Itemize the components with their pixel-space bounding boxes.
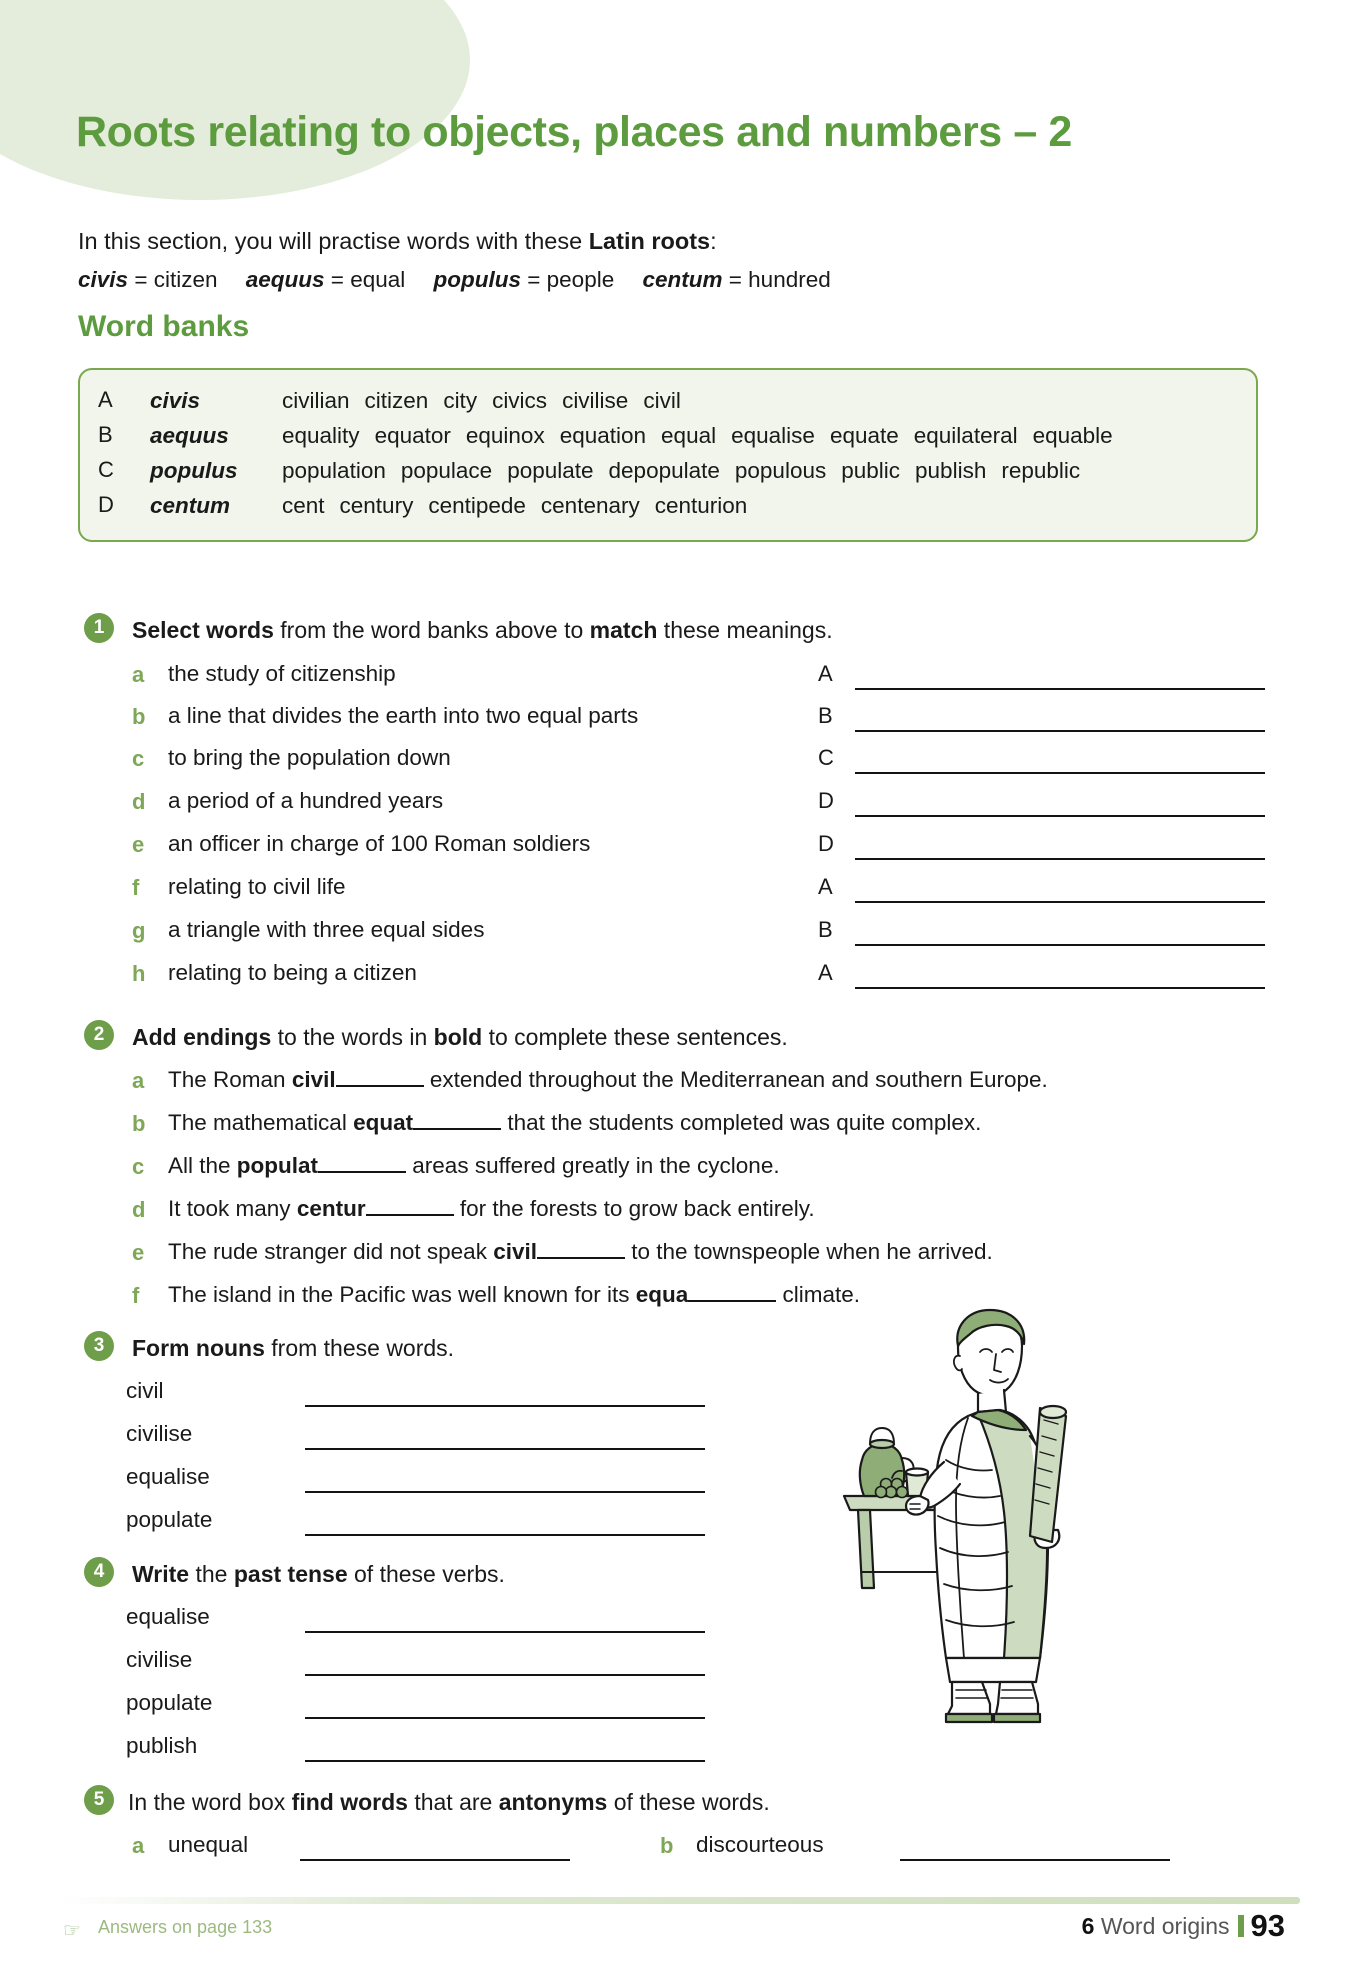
- word-bank-word: equator: [374, 423, 451, 449]
- bank-ref-1e: D: [818, 831, 834, 856]
- blank-2b[interactable]: [413, 1110, 501, 1130]
- root-populus-meaning: = people: [527, 267, 615, 292]
- item-letter-2d: d: [132, 1197, 146, 1222]
- word-bank-row-a: [98, 384, 1238, 417]
- word-bank-words-a: [282, 384, 1238, 417]
- word-bank-word: populace: [400, 458, 493, 484]
- exercise-5-head-p0: In the word box: [128, 1789, 292, 1815]
- word-bank-word: civics: [492, 388, 548, 413]
- exercise-3-heading: [132, 1335, 454, 1362]
- exercise-4-head-p0: Write: [132, 1561, 190, 1587]
- answer-line-4d[interactable]: [305, 1760, 705, 1762]
- word-bank-word: citizen: [364, 388, 429, 413]
- exercise-1-head-p2: match: [589, 617, 658, 643]
- word-bank-word: republic: [1001, 458, 1081, 484]
- word-bank-root: centum: [150, 493, 231, 519]
- word-label-4-populate: populate: [126, 1690, 213, 1715]
- item-letter-1h: h: [132, 961, 146, 986]
- pointing-hand-icon: ☞: [63, 1920, 81, 1942]
- word-bank-row-d: [98, 489, 1238, 522]
- item-letter-1g: g: [132, 918, 146, 943]
- word-bank-root: aequus: [150, 423, 229, 449]
- answer-line-1g[interactable]: [855, 944, 1265, 946]
- answer-line-5a[interactable]: [300, 1859, 570, 1861]
- bank-ref-1c: C: [818, 745, 834, 770]
- word-bank-root: civis: [150, 388, 201, 413]
- blank-2e[interactable]: [537, 1239, 625, 1259]
- footer-divider: [60, 1897, 1300, 1904]
- answer-line-1a[interactable]: [855, 688, 1265, 690]
- chapter-number: 6: [1081, 1913, 1095, 1939]
- word-bank-word: cent: [282, 493, 325, 519]
- item-text-5b: discourteous: [696, 1832, 824, 1857]
- intro-bold-latin-roots: Latin roots: [588, 228, 711, 254]
- bank-ref-1a: A: [818, 661, 833, 686]
- exercise-4-heading: [132, 1561, 505, 1588]
- exercise-1-number: 1: [84, 613, 114, 643]
- item-text-1a: the study of citizenship: [168, 661, 396, 686]
- exercise-4-head-p2: past tense: [233, 1561, 348, 1587]
- word-label-3-civil: civil: [126, 1378, 164, 1403]
- exercise-2-head-p1: to the words in: [271, 1024, 434, 1050]
- item-letter-2b: b: [132, 1111, 146, 1136]
- sentence-2b-before: The mathematical: [168, 1110, 354, 1135]
- word-bank-words-c: [282, 454, 1238, 487]
- answer-line-4c[interactable]: [305, 1717, 705, 1719]
- intro-prefix: In this section, you will practise words with these: [78, 228, 589, 254]
- sentence-2f-after: climate.: [776, 1282, 860, 1307]
- sentence-2d-before: It took many: [168, 1196, 297, 1221]
- root-populus: populus: [433, 267, 521, 292]
- word-bank-row-b: [98, 419, 1238, 452]
- answer-line-3d[interactable]: [305, 1534, 705, 1536]
- word-bank-word: city: [443, 388, 478, 413]
- item-letter-1e: e: [132, 832, 145, 857]
- word-bank-word: populous: [734, 458, 827, 484]
- item-letter-2a: a: [132, 1068, 145, 1093]
- exercise-3-number: 3: [84, 1331, 114, 1361]
- word-bank-word: equation: [559, 423, 647, 449]
- bank-ref-1b: B: [818, 703, 833, 728]
- answer-line-4a[interactable]: [305, 1631, 705, 1633]
- bank-ref-1g: B: [818, 917, 833, 942]
- blank-2d[interactable]: [366, 1196, 454, 1216]
- word-bank-word: century: [339, 493, 414, 519]
- word-bank-word: populate: [507, 458, 594, 484]
- item-text-2a: [168, 1067, 1048, 1093]
- latin-roots-line: [78, 267, 831, 293]
- stem-2a: civil: [291, 1067, 336, 1092]
- answer-line-3a[interactable]: [305, 1405, 705, 1407]
- word-bank-word: population: [282, 458, 386, 484]
- exercise-1-heading: [132, 617, 833, 644]
- footer-page-info: [1082, 1908, 1285, 1944]
- root-civis: civis: [78, 267, 129, 292]
- root-aequus: aequus: [245, 267, 325, 292]
- item-text-1e: an officer in charge of 100 Roman soldiers: [168, 831, 591, 856]
- word-bank-word: equality: [282, 423, 360, 449]
- exercise-1-head-p3: these meanings.: [657, 617, 833, 643]
- word-bank-root: populus: [150, 458, 238, 484]
- exercise-4-number: 4: [84, 1557, 114, 1587]
- item-letter-2e: e: [132, 1240, 145, 1265]
- sentence-2f-before: The island in the Pacific was well known for its: [168, 1282, 636, 1307]
- root-centum: centum: [642, 267, 723, 292]
- sentence-2d-after: for the forests to grow back entirely.: [453, 1196, 815, 1221]
- item-text-5a: unequal: [168, 1832, 249, 1857]
- word-bank-word: civilise: [562, 388, 629, 413]
- item-text-1f: relating to civil life: [168, 874, 346, 899]
- word-bank-word: equal: [661, 423, 717, 449]
- word-bank-box: [78, 368, 1258, 542]
- item-text-1b: a line that divides the earth into two equal parts: [168, 703, 639, 728]
- answer-line-1b[interactable]: [855, 730, 1265, 732]
- item-letter-2f: f: [132, 1283, 140, 1308]
- stem-2f: equa: [635, 1282, 689, 1307]
- word-bank-letter: B: [98, 422, 113, 448]
- blank-2f[interactable]: [688, 1282, 776, 1302]
- answer-line-1d[interactable]: [855, 815, 1265, 817]
- word-bank-row-c: [98, 454, 1238, 487]
- word-bank-word: public: [841, 458, 901, 484]
- item-letter-1d: d: [132, 789, 146, 814]
- sentence-2e-after: to the townspeople when he arrived.: [624, 1239, 993, 1264]
- exercise-1-head-p0: Select words: [132, 617, 274, 643]
- exercise-5-number: 5: [84, 1785, 114, 1815]
- sentence-2e-before: The rude stranger did not speak: [168, 1239, 494, 1264]
- word-bank-letter: C: [98, 457, 114, 483]
- blank-2c[interactable]: [318, 1153, 406, 1173]
- word-bank-word: centipede: [428, 493, 526, 519]
- word-bank-word: equalise: [731, 423, 815, 449]
- item-text-1c: to bring the population down: [168, 745, 451, 770]
- exercise-5-head-p4: of these words.: [607, 1789, 770, 1815]
- answer-line-1e[interactable]: [855, 858, 1265, 860]
- answer-line-1h[interactable]: [855, 987, 1265, 989]
- sentence-2c-after: areas suffered greatly in the cyclone.: [406, 1153, 780, 1178]
- intro-sentence: [78, 228, 717, 255]
- word-bank-word: centurion: [654, 493, 748, 519]
- exercise-4-head-p3: of these verbs.: [347, 1561, 505, 1587]
- item-letter-1a: a: [132, 662, 145, 687]
- bank-ref-1h: A: [818, 960, 833, 985]
- bank-ref-1d: D: [818, 788, 834, 813]
- word-label-4-publish: publish: [126, 1733, 198, 1758]
- exercise-5-heading: [128, 1789, 770, 1816]
- word-label-4-civilise: civilise: [126, 1647, 193, 1672]
- sentence-2c-before: All the: [168, 1153, 237, 1178]
- answer-line-1c[interactable]: [855, 772, 1265, 774]
- item-text-2d: [168, 1196, 815, 1222]
- exercise-5-head-p2: that are: [407, 1789, 499, 1815]
- blank-2a[interactable]: [336, 1067, 424, 1087]
- word-bank-word: civil: [643, 388, 681, 413]
- page-number: 93: [1250, 1908, 1285, 1943]
- item-letter-1b: b: [132, 704, 146, 729]
- stem-2c: populat: [236, 1153, 319, 1178]
- page-tick-mark: [1238, 1915, 1244, 1937]
- sentence-2a-after: extended throughout the Mediterranean and southern Europe.: [423, 1067, 1048, 1092]
- word-bank-word: publish: [915, 458, 987, 484]
- intro-suffix: :: [710, 228, 717, 254]
- item-text-2c: [168, 1153, 780, 1179]
- word-bank-word: civilian: [282, 388, 350, 413]
- exercise-2-head-p3: to complete these sentences.: [482, 1024, 788, 1050]
- root-aequus-meaning: = equal: [330, 267, 406, 292]
- item-text-2e: [168, 1239, 993, 1265]
- item-text-1g: a triangle with three equal sides: [168, 917, 485, 942]
- stem-2b: equat: [353, 1110, 414, 1135]
- word-bank-word: equate: [829, 423, 899, 449]
- answer-line-3c[interactable]: [305, 1491, 705, 1493]
- page-title: Roots relating to objects, places and numbers – 2: [76, 108, 1072, 156]
- answer-line-5b[interactable]: [900, 1859, 1170, 1861]
- exercise-5-head-p1: find words: [291, 1789, 408, 1815]
- word-label-3-equalise: equalise: [126, 1464, 210, 1489]
- word-bank-word: equilateral: [913, 423, 1018, 449]
- item-letter-2c: c: [132, 1154, 145, 1179]
- answer-line-3b[interactable]: [305, 1448, 705, 1450]
- word-bank-word: equable: [1032, 423, 1113, 449]
- item-letter-1c: c: [132, 746, 145, 771]
- word-bank-letter: A: [98, 387, 113, 412]
- word-label-3-populate: populate: [126, 1507, 213, 1532]
- exercise-2-head-p2: bold: [433, 1024, 483, 1050]
- exercise-2-number: 2: [84, 1020, 114, 1050]
- word-bank-word: centenary: [540, 493, 640, 519]
- exercise-3-head-p1: from these words.: [264, 1335, 455, 1361]
- bank-ref-1f: A: [818, 874, 833, 899]
- exercise-2-heading: [132, 1024, 788, 1051]
- section-name: Word origins: [1100, 1913, 1230, 1939]
- item-letter-5b: b: [660, 1833, 674, 1858]
- item-letter-5a: a: [132, 1833, 145, 1858]
- root-centum-meaning: = hundred: [728, 267, 831, 292]
- item-letter-1f: f: [132, 875, 140, 900]
- sentence-2a-before: The Roman: [168, 1067, 292, 1092]
- exercise-3-head-p0: Form nouns: [132, 1335, 265, 1361]
- item-text-1h: relating to being a citizen: [168, 960, 417, 985]
- root-civis-meaning: = citizen: [134, 267, 218, 292]
- roman-citizen-illustration: [840, 1290, 1090, 1750]
- answer-line-4b[interactable]: [305, 1674, 705, 1676]
- item-text-2b: [168, 1110, 981, 1136]
- word-label-4-equalise: equalise: [126, 1604, 210, 1629]
- word-bank-word: equinox: [465, 423, 545, 449]
- stem-2e: civil: [493, 1239, 537, 1264]
- item-text-1d: a period of a hundred years: [168, 788, 444, 813]
- exercise-4-head-p1: the: [189, 1561, 234, 1587]
- word-label-3-civilise: civilise: [126, 1421, 193, 1446]
- answers-reference: Answers on page 133: [98, 1917, 273, 1937]
- word-bank-word: depopulate: [608, 458, 720, 484]
- word-bank-words-b: [282, 419, 1238, 452]
- exercise-2-head-p0: Add endings: [132, 1024, 272, 1050]
- word-bank-words-d: [282, 489, 1238, 522]
- answer-line-1f[interactable]: [855, 901, 1265, 903]
- word-bank-letter: D: [98, 492, 114, 518]
- stem-2d: centur: [296, 1196, 366, 1221]
- item-text-2f: [168, 1282, 860, 1308]
- sentence-2b-after: that the students completed was quite complex.: [501, 1110, 982, 1135]
- word-banks-heading: Word banks: [78, 310, 250, 343]
- exercise-5-head-p3: antonyms: [498, 1789, 608, 1815]
- exercise-1-head-p1: from the word banks above to: [273, 617, 590, 643]
